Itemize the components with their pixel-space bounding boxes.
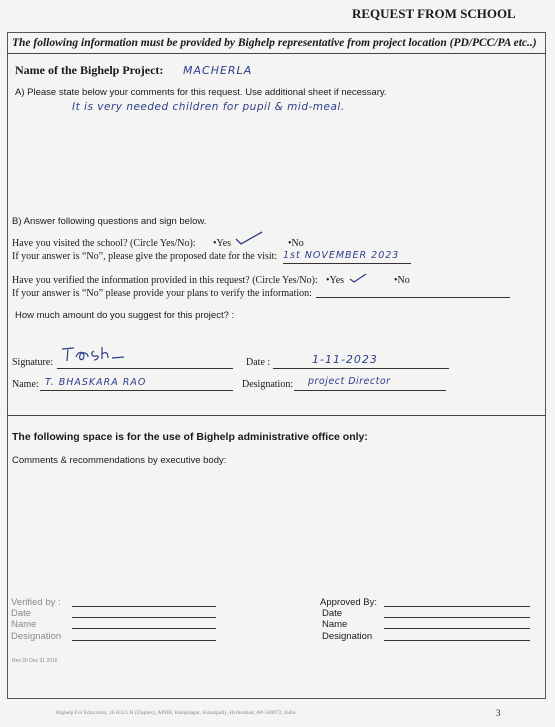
left-designation-line[interactable] <box>72 640 216 641</box>
date-value[interactable]: 1-11-2023 <box>312 353 378 366</box>
designation-value[interactable]: project Director <box>308 376 391 387</box>
project-name-value[interactable]: MACHERLA <box>183 64 253 77</box>
q2-no-option[interactable]: •No <box>394 275 410 286</box>
name-line <box>40 390 233 391</box>
section-a-instruction: A) Please state below your comments for this request. Use additional sheet if necessary. <box>15 87 387 98</box>
right-name-label: Name <box>322 619 348 630</box>
right-name-line[interactable] <box>384 628 530 629</box>
left-date-line[interactable] <box>72 617 216 618</box>
signature-line[interactable] <box>57 368 233 369</box>
intro-divider <box>7 53 546 54</box>
right-designation-label: Designation <box>322 631 373 642</box>
section-a-comment[interactable]: It is very needed children for pupil & mid-meal. <box>72 101 345 113</box>
signature-label: Signature: <box>12 357 54 368</box>
left-date-label: Date <box>11 608 32 619</box>
section-b-instruction: B) Answer following questions and sign below. <box>12 216 207 227</box>
verified-by-line[interactable] <box>72 606 216 607</box>
left-name-line[interactable] <box>72 628 216 629</box>
left-designation-label: Designation <box>11 631 62 642</box>
date-line <box>273 368 449 369</box>
form-frame <box>7 32 546 699</box>
approved-by-label: Approved By: <box>320 597 378 608</box>
admin-divider <box>7 415 546 416</box>
q1-yes-option[interactable]: •Yes <box>213 238 232 249</box>
q1-question: Have you visited the school? (Circle Yes/No): <box>12 238 196 249</box>
admin-comments-label: Comments & recommendations by executive body: <box>12 455 227 466</box>
left-name-label: Name <box>11 619 37 630</box>
date-label: Date : <box>246 357 271 368</box>
q1-no-option[interactable]: •No <box>288 238 304 249</box>
page-title: REQUEST FROM SCHOOL <box>352 6 516 21</box>
signature-scribble <box>58 343 128 365</box>
project-name-label: Name of the Bighelp Project: <box>15 63 164 77</box>
page-number: 3 <box>496 708 501 718</box>
q1-followup-text: If your answer is “No”, please give the proposed date for the visit: <box>12 251 278 262</box>
q1-followup-value[interactable]: 1st NOVEMBER 2023 <box>283 250 400 261</box>
right-designation-line[interactable] <box>384 640 530 641</box>
designation-line <box>294 390 446 391</box>
checkmark-icon <box>349 272 367 284</box>
admin-heading: The following space is for the use of Bighelp administrative office only: <box>12 431 368 443</box>
approved-by-line[interactable] <box>384 606 530 607</box>
name-label: Name: <box>12 379 39 390</box>
q2-followup-text: If your answer is “No” please provide your plans to verify the information: <box>12 288 312 299</box>
right-date-label: Date <box>322 608 343 619</box>
footer-address: Bighelp For Education, 16 H.I.G.H (Duplex), APHB, Balajinagar, Kukatpally, Hyderabad, AP-500072, India <box>56 710 296 716</box>
amount-question: How much amount do you suggest for this project? : <box>15 310 235 321</box>
intro-text: The following information must be provided by Bighelp representative from project location (PD/PCC/PA etc..) <box>12 37 537 49</box>
q2-followup-underline[interactable] <box>316 297 510 298</box>
verified-by-label: Verified by : <box>11 597 61 608</box>
right-date-line[interactable] <box>384 617 530 618</box>
revision-note: Rev 20 Dec 31 2016 <box>12 658 58 664</box>
name-value[interactable]: T. BHASKARA RAO <box>45 377 147 388</box>
q1-followup-underline <box>283 263 411 264</box>
checkmark-icon <box>234 230 264 246</box>
q2-yes-option[interactable]: •Yes <box>326 275 345 286</box>
q2-question: Have you verified the information provided in this request? (Circle Yes/No): <box>12 275 318 286</box>
designation-label: Designation: <box>242 379 294 390</box>
